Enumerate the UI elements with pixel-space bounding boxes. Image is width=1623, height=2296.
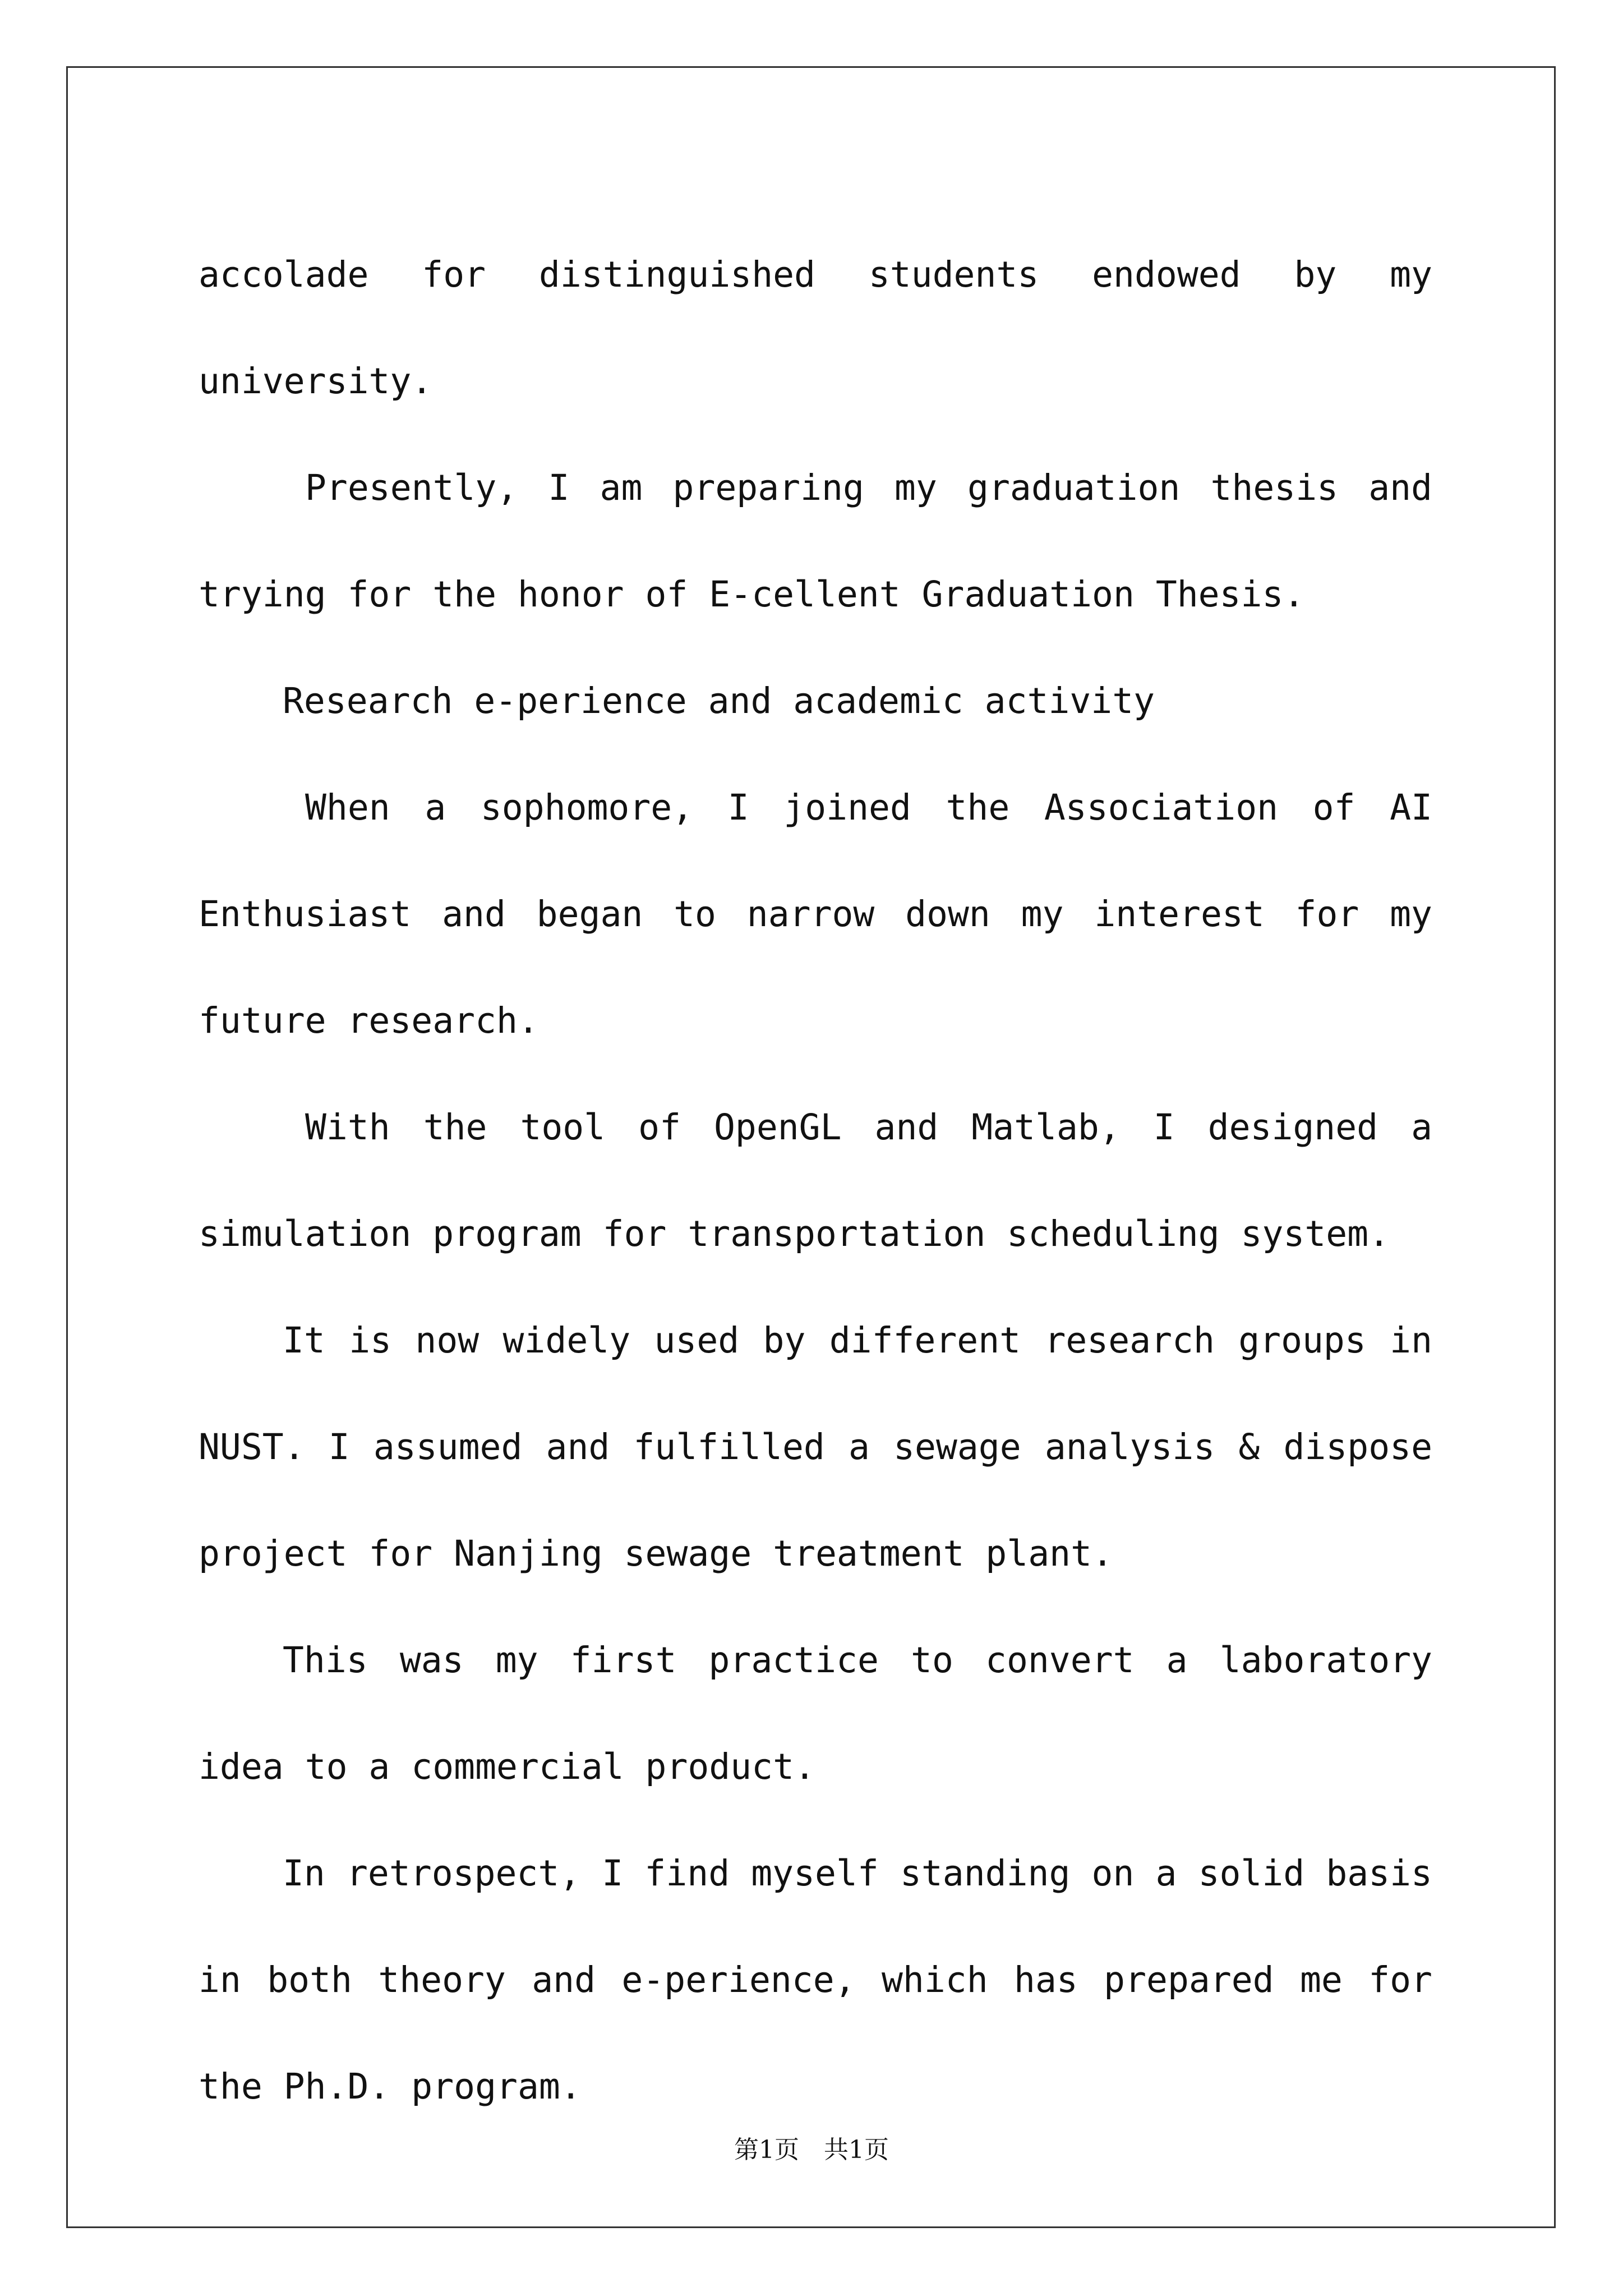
paragraph: It is now widely used by different research groups in NUST. I assumed and fulfilled a sewage analysis & dispose project for Nanjing sewage treatment plant. (199, 1320, 1432, 1574)
page-footer: 第1页 共1页 (734, 2136, 889, 2164)
paragraph: When a sophomore, I joined the Association of AI Enthusiast and began to narrow down my interest for my future research. (199, 787, 1432, 1041)
paragraph: With the tool of OpenGL and Matlab, I designed a simulation program for transportation scheduling system. (199, 1107, 1432, 1254)
paragraph: This was my first practice to convert a laboratory idea to a commercial product. (199, 1640, 1432, 1787)
document-body (199, 222, 1432, 2140)
paragraph: accolade for distinguished students endowed by my university. (199, 254, 1432, 402)
section-heading: Research e-perience and academic activity (283, 680, 1155, 721)
paragraph: Presently, I am preparing my graduation thesis and trying for the honor of E-cellent Graduation Thesis. (199, 467, 1432, 615)
paragraph: In retrospect, I find myself standing on a solid basis in both theory and e-perience, which has prepared me for the Ph.D. program. (199, 1853, 1432, 2107)
